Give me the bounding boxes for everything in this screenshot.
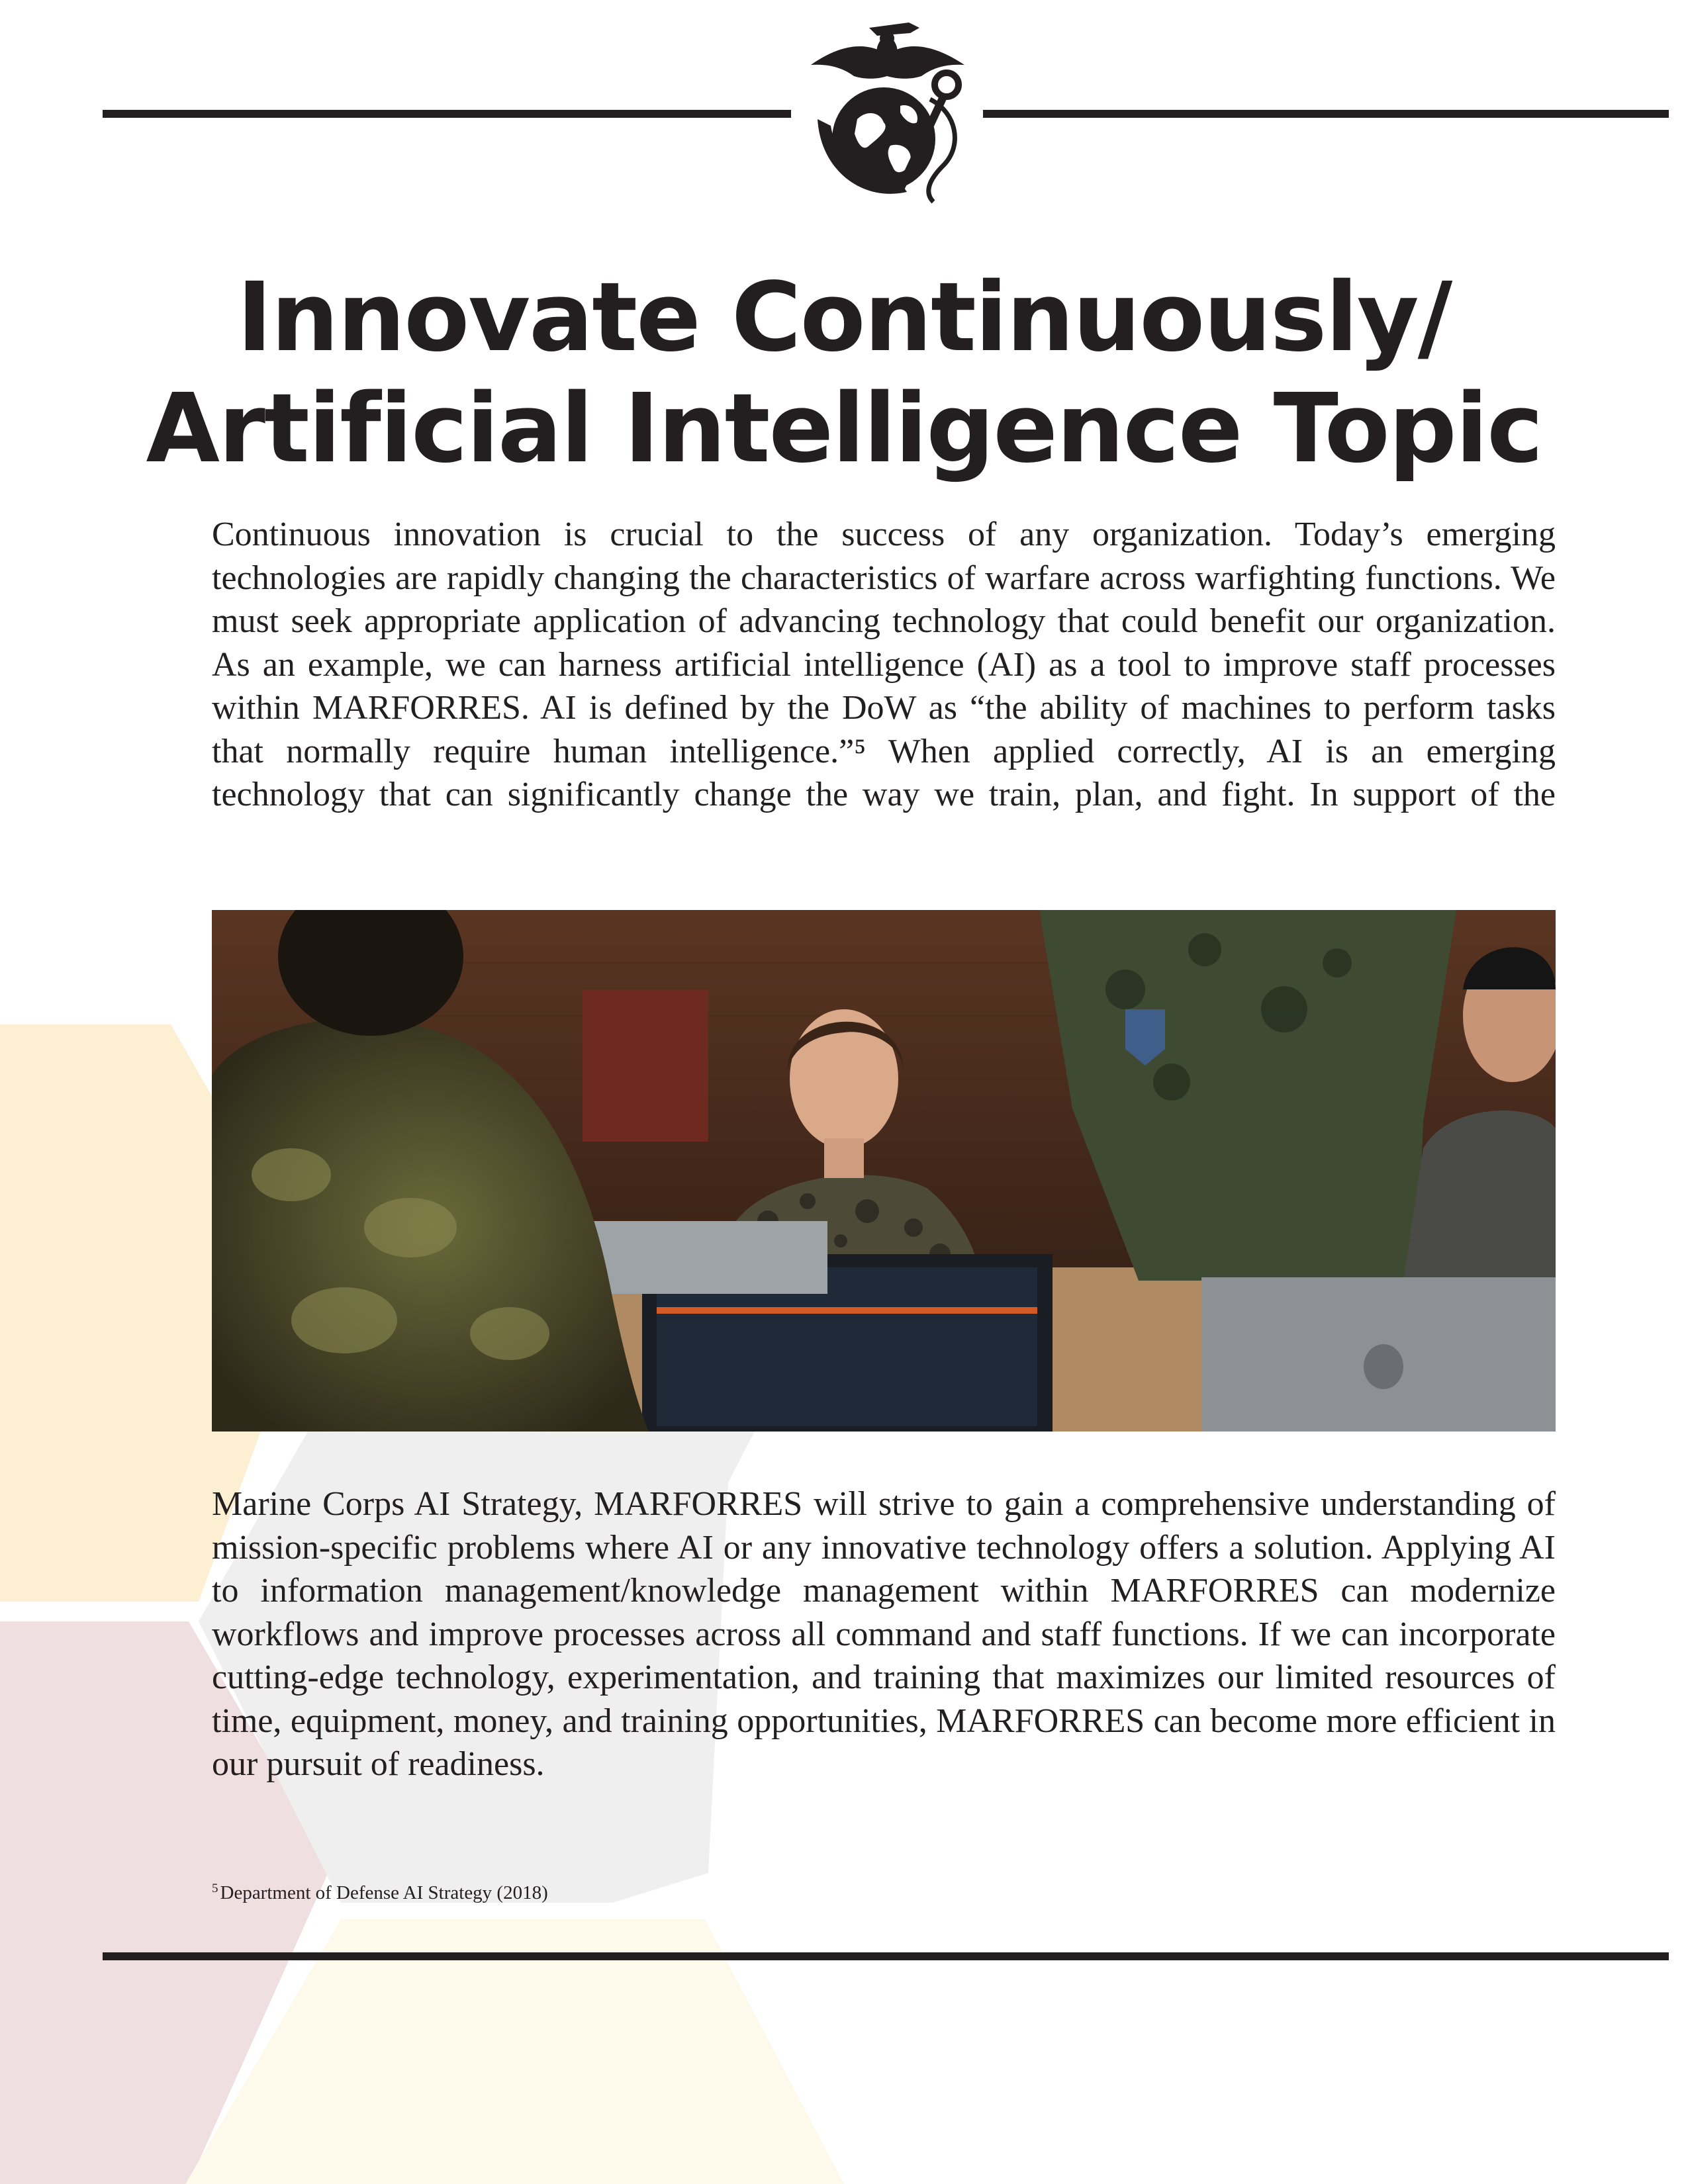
footnote-marker: 5 — [212, 1882, 218, 1895]
marines-working-on-laptops-photo — [212, 910, 1556, 1432]
body-paragraph-1: Continuous innovation is crucial to the success of any organization. Today’s emerging technologies are rapidly changing the characteristics of warfare across warfighting functions. We must seek appropriate application of advancing technology that could benefit our organization. As an example, we can harness artificial intelligence (AI) as a tool to improve staff processes within MARFORRES. AI is defined by the DoW as “the ability of machines to perform tasks that normally require human intelligence.”⁵ When applied correctly, AI is an emerging technology that can significantly change the way we train, plan, and fight. In support of the — [212, 516, 1556, 813]
page-title — [0, 261, 1688, 484]
eagle-globe-anchor-emblem-icon — [791, 13, 983, 212]
header-rule-left — [103, 110, 791, 118]
header-rule-right — [983, 110, 1669, 118]
footnote — [212, 1877, 548, 1905]
footnote-text: Department of Defense AI Strategy (2018) — [220, 1882, 548, 1903]
footer-rule — [103, 1952, 1669, 1960]
body-paragraph-2: Marine Corps AI Strategy, MARFORRES will strive to gain a comprehensive understanding of mission-specific problems where AI or any innovative technology offers a solution. Applying AI to information management/knowledge management within MARFORRES can modernize workflows and improve processes across all command and staff functions. If we can incorporate cutting-edge technology, experimentation, and training that maximizes our limited resources of time, equipment, money, and training opportunities, MARFORRES can become more efficient in our pursuit of readiness. — [212, 1485, 1556, 1783]
title-line-1: Innovate Continuously/ — [236, 261, 1452, 373]
title-line-2: Artificial Intelligence Topic — [146, 373, 1542, 484]
